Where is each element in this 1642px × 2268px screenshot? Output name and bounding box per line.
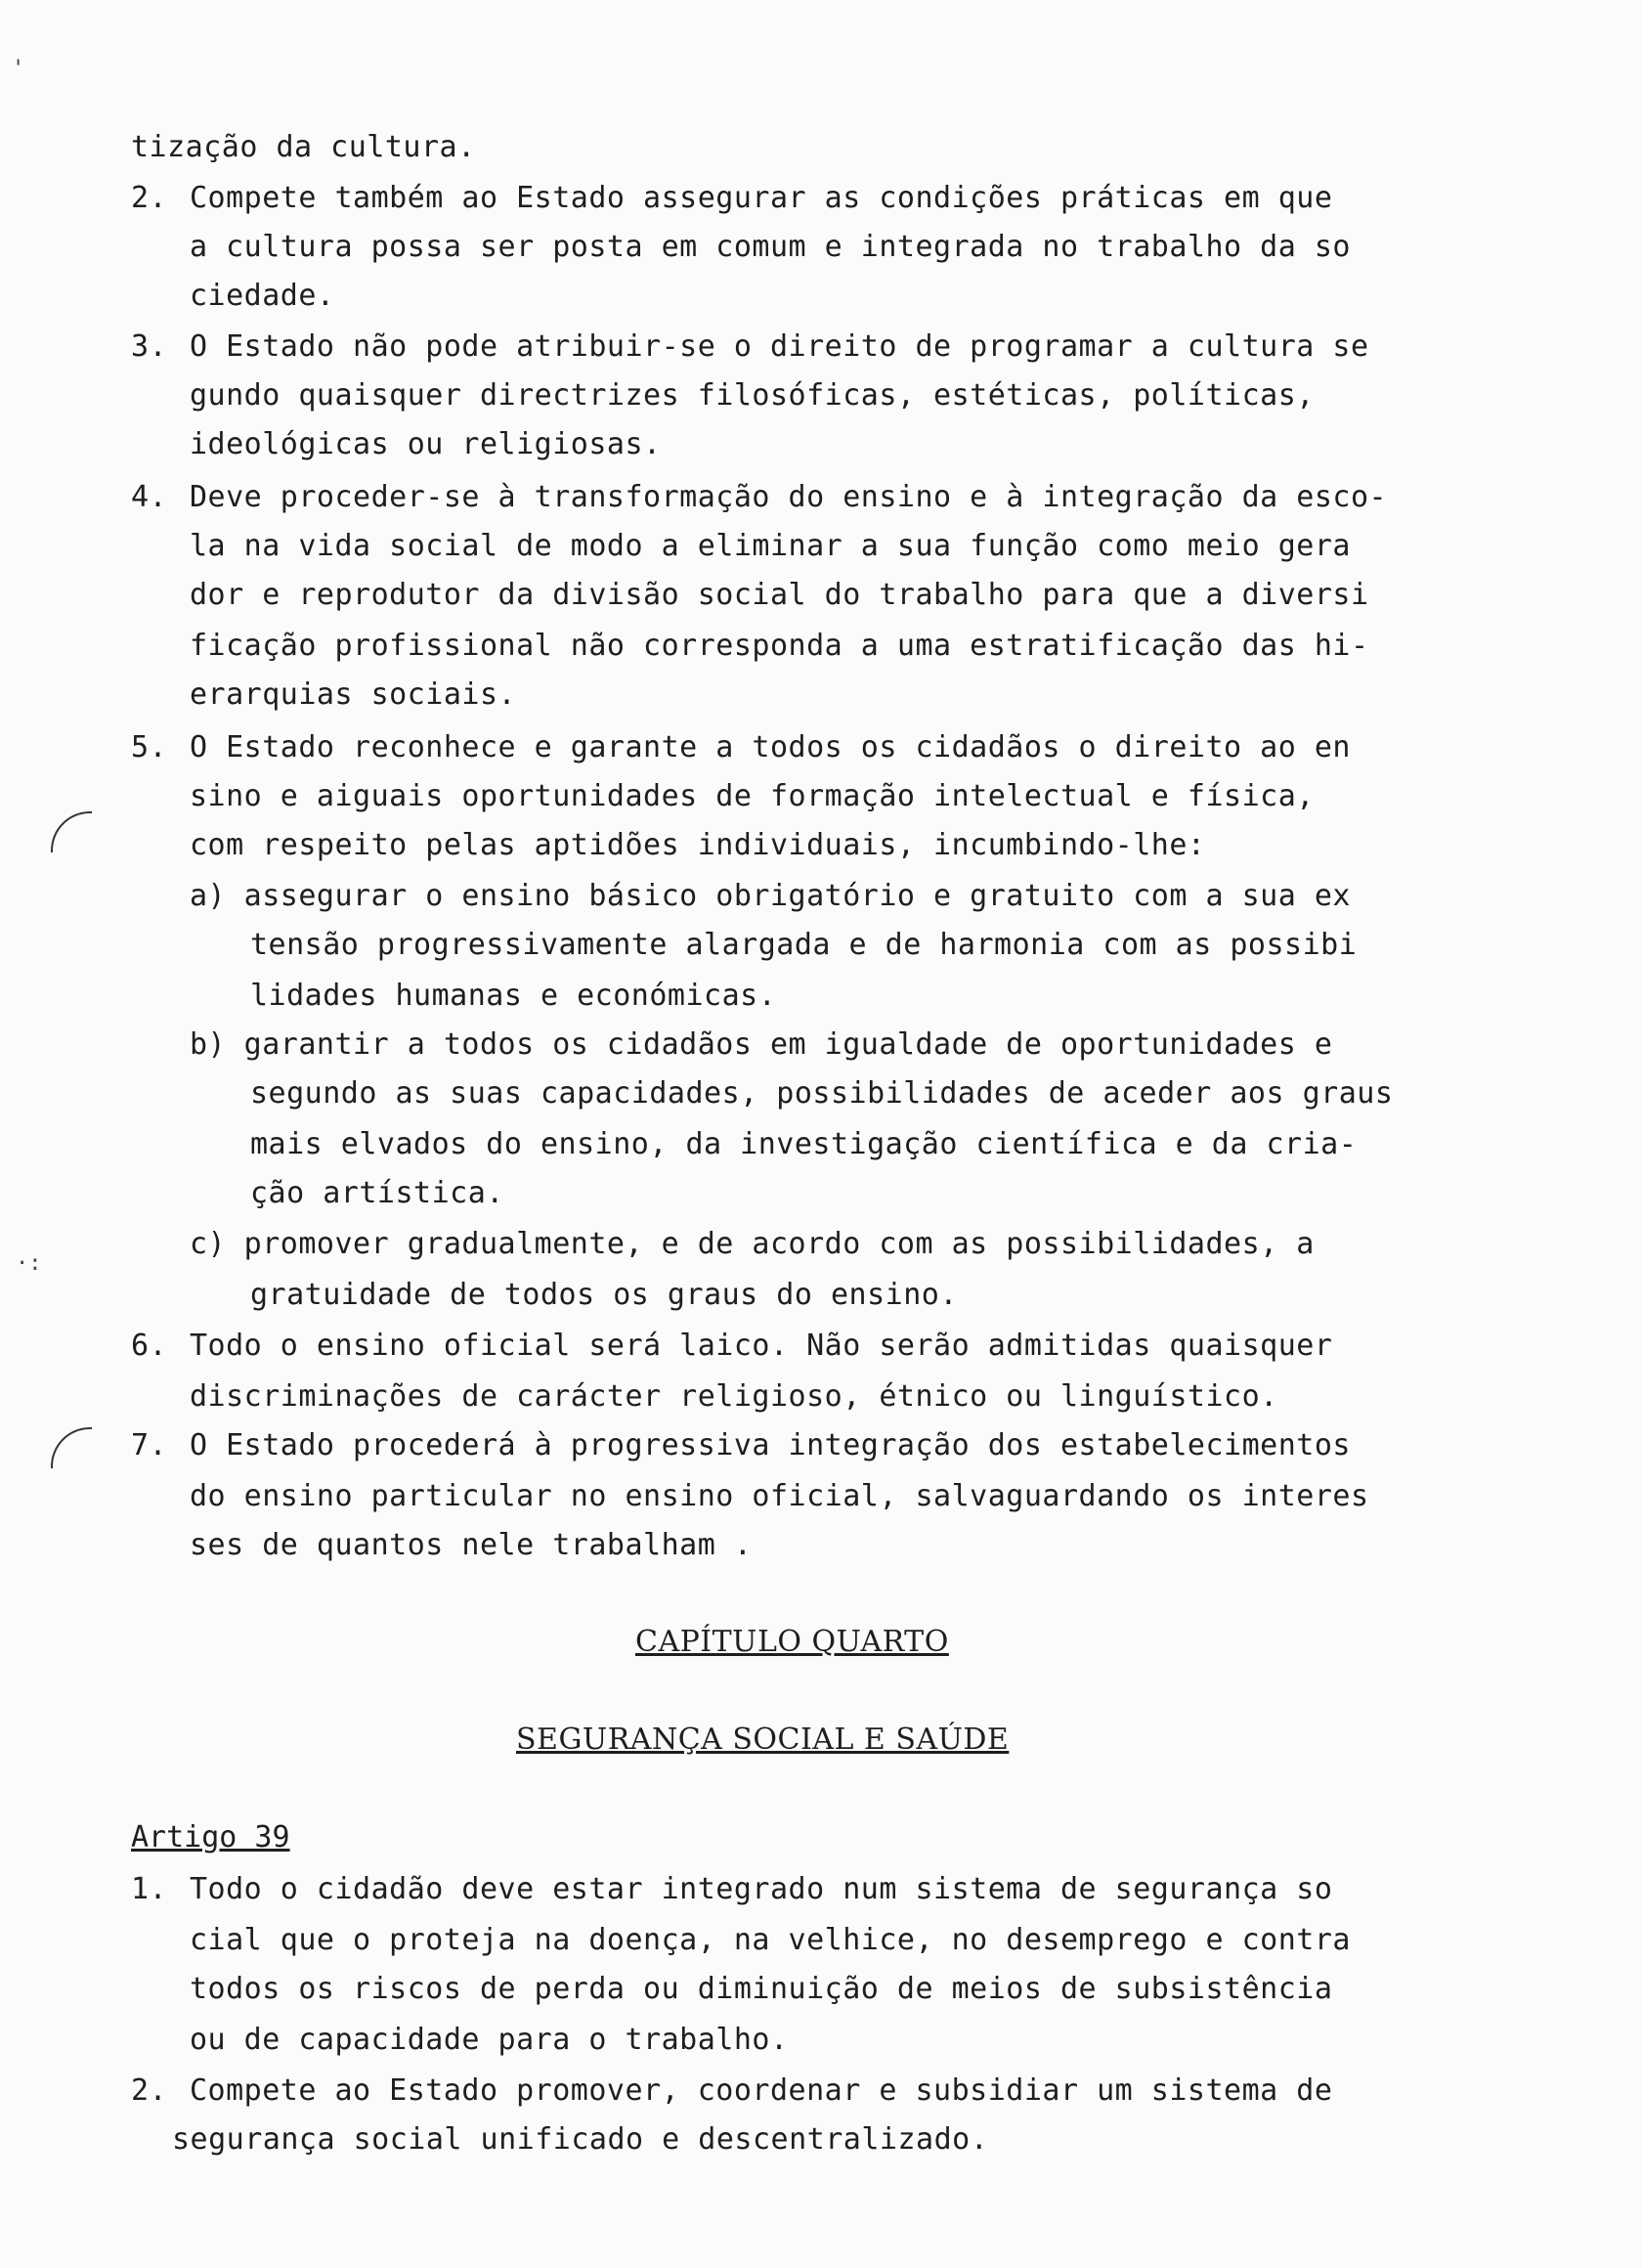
text-line: gratuidade de todos os graus do ensino.: [250, 1278, 958, 1312]
chapter-subtitle: SEGURANÇA SOCIAL E SAÚDE: [516, 1723, 1010, 1757]
margin-bracket: [51, 811, 92, 852]
text-line: ou de capacidade para o trabalho.: [190, 2023, 789, 2057]
text-line: segurança social unificado e descentralizado.: [172, 2122, 989, 2157]
text-line: gundo quaisquer directrizes filosóficas, estéticas, políticas,: [190, 378, 1315, 413]
item-number: 2.: [131, 2073, 168, 2108]
text-line: sino e aiguais oportunidades de formação intelectual e física,: [190, 779, 1315, 813]
item-number: 7.: [131, 1428, 168, 1462]
text-line: Compete ao Estado promover, coordenar e subsidiar um sistema de: [190, 2073, 1333, 2108]
chapter-title: CAPÍTULO QUARTO: [635, 1625, 949, 1659]
text-line: segundo as suas capacidades, possibilidades de aceder aos graus: [250, 1076, 1394, 1111]
text-line: ideológicas ou religiosas.: [190, 427, 662, 461]
text-line: Compete também ao Estado assegurar as condições práticas em que: [190, 181, 1333, 215]
text-line: O Estado procederá à progressiva integração dos estabelecimentos: [190, 1428, 1351, 1462]
text-line: com respeito pelas aptidões individuais, incumbindo-lhe:: [190, 828, 1206, 862]
text-line: erarquias sociais.: [190, 677, 517, 712]
text-line: la na vida social de modo a eliminar a sua função como meio gera: [190, 529, 1351, 563]
text-line: dor e reprodutor da divisão social do trabalho para que a diversi: [190, 578, 1369, 612]
text-line: ção artística.: [250, 1176, 504, 1210]
text-line: ciedade.: [190, 279, 335, 313]
article-title: Artigo 39: [131, 1820, 290, 1854]
text-line: ses de quantos nele trabalham .: [190, 1528, 753, 1562]
item-number: 5.: [131, 730, 168, 764]
text-line: a) assegurar o ensino básico obrigatório e gratuito com a sua ex: [190, 879, 1351, 913]
text-line: discriminações de carácter religioso, étnico ou linguístico.: [190, 1379, 1278, 1414]
item-number: 2.: [131, 181, 168, 215]
text-line: lidades humanas e económicas.: [250, 979, 777, 1013]
item-number: 3.: [131, 329, 168, 364]
text-line: Todo o cidadão deve estar integrado num sistema de segurança so: [190, 1872, 1333, 1906]
margin-mark: ·:: [16, 1251, 42, 1276]
text-line: O Estado não pode atribuir-se o direito de programar a cultura se: [190, 329, 1369, 364]
text-line: b) garantir a todos os cidadãos em igualdade de oportunidades e: [190, 1027, 1333, 1062]
text-line: tensão progressivamente alargada e de harmonia com as possibi: [250, 928, 1358, 962]
text-line: Todo o ensino oficial será laico. Não serão admitidas quaisquer: [190, 1329, 1333, 1363]
text-line: a cultura possa ser posta em comum e integrada no trabalho da so: [190, 230, 1351, 264]
item-number: 1.: [131, 1872, 168, 1906]
text-line: do ensino particular no ensino oficial, salvaguardando os interes: [190, 1479, 1369, 1513]
text-line: tização da cultura.: [131, 130, 476, 164]
item-number: 6.: [131, 1329, 168, 1363]
margin-bracket: [51, 1427, 92, 1468]
margin-mark: ': [12, 57, 25, 81]
text-line: c) promover gradualmente, e de acordo com as possibilidades, a: [190, 1227, 1315, 1261]
item-number: 4.: [131, 480, 168, 514]
text-line: ficação profissional não corresponda a uma estratificação das hi-: [190, 629, 1369, 663]
text-line: O Estado reconhece e garante a todos os cidadãos o direito ao en: [190, 730, 1351, 764]
text-line: cial que o proteja na doença, na velhice, no desemprego e contra: [190, 1923, 1351, 1957]
text-line: todos os riscos de perda ou diminuição de meios de subsistência: [190, 1972, 1333, 2006]
text-line: Deve proceder-se à transformação do ensino e à integração da esco-: [190, 480, 1388, 514]
text-line: mais elvados do ensino, da investigação científica e da cria-: [250, 1127, 1358, 1161]
